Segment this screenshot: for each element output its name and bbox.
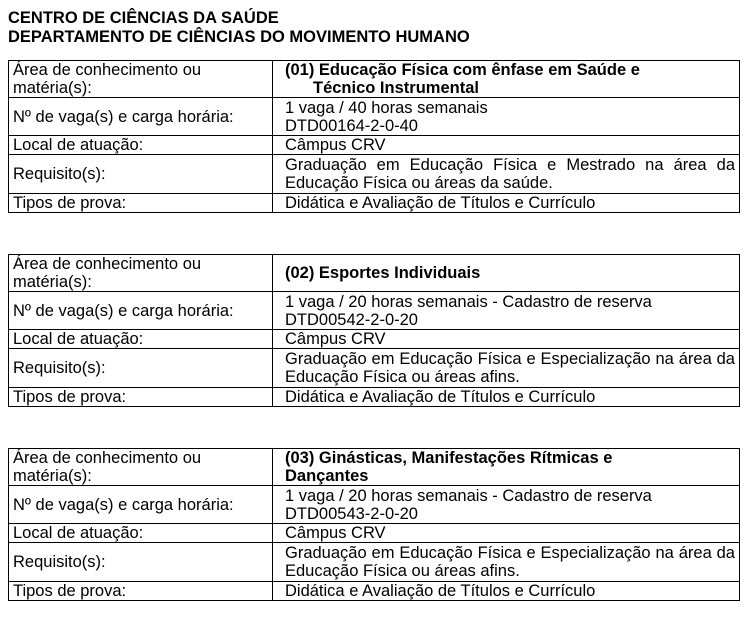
- table-row: [9, 155, 740, 194]
- vagas-code: DTD00542-2-0-20: [285, 310, 418, 329]
- prova-label: Tipos de prova:: [9, 388, 273, 407]
- table-row: [9, 292, 740, 330]
- table-row: [9, 136, 740, 155]
- area-value: [273, 255, 740, 292]
- requisito-value: Graduação em Educação Física e Especialização na área da Educação Física ou áreas afins.: [273, 349, 740, 388]
- area-title-line1: (02) Esportes Individuais: [285, 264, 481, 282]
- area-value: [273, 449, 740, 486]
- table-row: [9, 388, 740, 407]
- requisito-label: Requisito(s):: [9, 349, 273, 388]
- requisito-value: Graduação em Educação Física e Especialização na área da Educação Física ou áreas afins.: [273, 543, 740, 582]
- table-row: [9, 330, 740, 349]
- area-label: Área de conhecimento ou matéria(s):: [9, 61, 273, 98]
- local-value: Câmpus CRV: [273, 136, 740, 155]
- local-label: Local de atuação:: [9, 330, 273, 349]
- vagas-code: DTD00543-2-0-20: [285, 504, 418, 523]
- vagas-code: DTD00164-2-0-40: [285, 116, 418, 135]
- table-row: [9, 543, 740, 582]
- vagas-label: Nº de vaga(s) e carga horária:: [9, 486, 273, 524]
- table-row: [9, 449, 740, 486]
- table-row: [9, 524, 740, 543]
- table-row: [9, 98, 740, 136]
- vagas-label: Nº de vaga(s) e carga horária:: [9, 292, 273, 330]
- requisito-label: Requisito(s):: [9, 543, 273, 582]
- table-row: [9, 61, 740, 98]
- prova-value: Didática e Avaliação de Títulos e Currículo: [273, 582, 740, 601]
- local-label: Local de atuação:: [9, 524, 273, 543]
- vagas-label: Nº de vaga(s) e carga horária:: [9, 98, 273, 136]
- area-title-line1: (03) Ginásticas, Manifestações Rítmicas e: [285, 449, 613, 467]
- table-row: [9, 486, 740, 524]
- document-header: [8, 9, 470, 47]
- requisito-label: Requisito(s):: [9, 155, 273, 194]
- table-row: [9, 194, 740, 213]
- vacancy-table-02: [8, 254, 740, 407]
- vacancy-table-01: [8, 60, 740, 213]
- prova-value: Didática e Avaliação de Títulos e Currículo: [273, 194, 740, 213]
- prova-label: Tipos de prova:: [9, 194, 273, 213]
- requisito-value: Graduação em Educação Física e Mestrado na área da Educação Física ou áreas da saúde.: [273, 155, 740, 194]
- center-title: CENTRO DE CIÊNCIAS DA SAÚDE: [8, 9, 279, 27]
- local-label: Local de atuação:: [9, 136, 273, 155]
- vagas-hours: 1 vaga / 20 horas semanais - Cadastro de reserva: [285, 292, 652, 311]
- local-value: Câmpus CRV: [273, 330, 740, 349]
- prova-value: Didática e Avaliação de Títulos e Currículo: [273, 388, 740, 407]
- local-value: Câmpus CRV: [273, 524, 740, 543]
- area-title-line2: Técnico Instrumental: [313, 79, 479, 97]
- department-title: DEPARTAMENTO DE CIÊNCIAS DO MOVIMENTO HUMANO: [8, 28, 470, 46]
- vagas-value: [273, 486, 740, 524]
- area-title-line1: (01) Educação Física com ênfase em Saúde e: [285, 61, 640, 79]
- area-value: [273, 61, 740, 98]
- vagas-hours: 1 vaga / 20 horas semanais - Cadastro de reserva: [285, 486, 652, 505]
- area-label: Área de conhecimento ou matéria(s):: [9, 449, 273, 486]
- vagas-value: [273, 98, 740, 136]
- table-row: [9, 255, 740, 292]
- table-row: [9, 582, 740, 601]
- prova-label: Tipos de prova:: [9, 582, 273, 601]
- vagas-value: [273, 292, 740, 330]
- area-title-line2: Dançantes: [285, 467, 369, 485]
- table-row: [9, 349, 740, 388]
- vagas-hours: 1 vaga / 40 horas semanais: [285, 98, 488, 117]
- area-label: Área de conhecimento ou matéria(s):: [9, 255, 273, 292]
- vacancy-table-03: [8, 448, 740, 601]
